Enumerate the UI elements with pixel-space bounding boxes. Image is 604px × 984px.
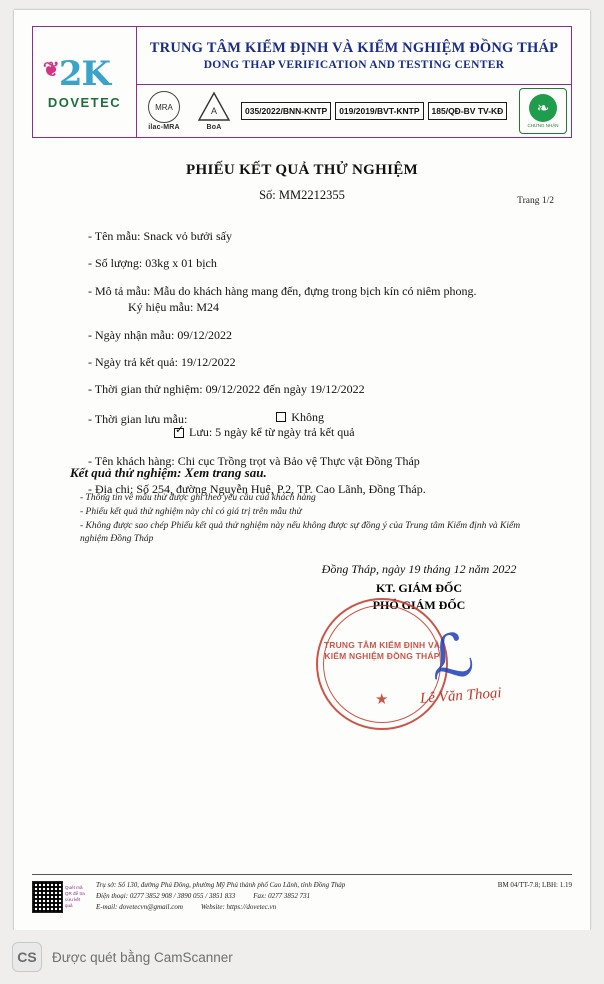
option-label: Không [291, 409, 324, 424]
document-number [14, 188, 590, 203]
cert-code-3: 185/QĐ-BV TV-KĐ [428, 102, 508, 120]
field-value: Mẫu do khách hàng mang đến, đựng trong bịch kín có niêm phong. [153, 283, 477, 298]
document-number-value: MM2212355 [278, 188, 345, 202]
boa-triangle [197, 91, 231, 123]
field-result-date [88, 356, 558, 370]
document-footer [32, 874, 572, 914]
retention-option-none[interactable] [276, 411, 324, 425]
note-item: - Thông tin về mẫu thử được ghi theo yêu cầu của khách hàng [80, 493, 316, 503]
organization-logo [33, 27, 137, 137]
field-label: - Địa chi: [88, 481, 134, 496]
field-label: - Thời gian lưu mẫu: [88, 411, 188, 426]
note-item: - Phiếu kết quả thử nghiệm này chỉ có giá trị trên mẫu thử [80, 506, 302, 517]
field-value: 03kg x 01 bịch [145, 256, 217, 271]
result-reference-line: Kết quả thử nghiệm: Xem trang sau. [70, 465, 267, 480]
document-number-label: Số: [259, 188, 276, 202]
signature-place-date: Đồng Tháp, ngày 19 tháng 12 năm 2022 [321, 562, 517, 576]
leaf-icon: ❦ [42, 56, 59, 81]
signer-name: Lê Văn Thoại [419, 685, 503, 707]
signature-role-line1: KT. GIÁM ĐỐC [375, 581, 463, 595]
field-quantity [88, 257, 558, 271]
handwritten-signature-icon: ℒ [426, 621, 478, 693]
footer-email: E-mail: dovetecvn@gmail.com [96, 903, 183, 912]
center-title-en: DONG THAP VERIFICATION AND TESTING CENTER [203, 59, 505, 71]
footer-phone: Điện thoại: 0277 3852 908 / 3890 055 / 3851 833 [96, 892, 236, 901]
stamp-text: TRUNG TÂM KIỂM ĐỊNH VÀ KIỂM NGHIỆM ĐỒNG THÁP [323, 640, 441, 662]
green-leaf-badge-icon [519, 88, 567, 134]
header-right [137, 27, 571, 137]
qr-note: Quét mã QR để tra cứu kết quả [64, 884, 85, 909]
field-received-date [88, 329, 558, 343]
field-label: - Mô tả mẫu: [88, 283, 151, 298]
field-retention [88, 411, 558, 442]
retention-option-keep[interactable] [174, 426, 355, 440]
stamp-star-icon: ★ [375, 692, 389, 708]
footer-web-row [96, 902, 490, 913]
field-label: - Ngày nhận mẫu: [88, 327, 175, 342]
checkbox-unchecked-icon[interactable] [276, 412, 286, 422]
footer-form-code: BM 04/TT-7.8; LBH: 1.19 [497, 881, 572, 889]
footer-fax: Fax: 0277 3852 731 [253, 892, 311, 901]
header-marks [137, 85, 571, 137]
ilac-mra-seal-icon [141, 90, 187, 132]
footer-phone-row [96, 891, 490, 902]
option-label: Lưu: 5 ngày kể từ ngày trả kết quả [189, 425, 355, 440]
field-value: 09/12/2022 [177, 327, 232, 342]
svg-text:A: A [210, 106, 218, 116]
field-value: 19/12/2022 [180, 354, 236, 369]
note-item: - Không được sao chép Phiếu kết quả thử nghiệm này nếu không được sự đồng ý của Trung tâm Kiểm định và Kiểm nghiệm Đồng Tháp [80, 520, 521, 545]
camscanner-label: Được quét bằng CamScanner [52, 949, 233, 965]
field-description [88, 285, 558, 316]
center-title-vi: TRUNG TÂM KIỂM ĐỊNH VÀ KIỂM NGHIỆM ĐỒNG THÁP [149, 40, 559, 56]
page-title: PHIẾU KẾT QUẢ THỬ NGHIỆM [186, 162, 418, 178]
ilac-label: ilac-MRA [148, 124, 180, 131]
eco-circle: ❧ [529, 94, 557, 122]
field-label: - Tên mẫu: [88, 229, 141, 243]
field-value: 09/12/2022 đến ngày 19/12/2022 [205, 382, 365, 397]
footer-address: Trụ sở: Số 130, đường Phú Đông, phường Mỹ Phú thành phố Cao Lãnh, tỉnh Đồng Tháp [96, 881, 346, 889]
field-label: - Số lượng: [88, 256, 143, 271]
signature-role-line2: PHÓ GIÁM ĐỐC [372, 598, 466, 612]
boa-accreditation-icon [191, 90, 237, 132]
field-value: Snack vỏ bưởi sấy [143, 229, 232, 243]
field-value: Chi cục Trồng trọt và Bảo vệ Thực vật Đồng Tháp [177, 454, 420, 469]
field-subvalue: M24 [196, 300, 219, 315]
field-value: Số 254, đường Nguyễn Huệ, P.2, TP. Cao Lãnh, Đồng Tháp. [136, 481, 426, 496]
logo-name: DOVETEC [47, 94, 122, 110]
camscanner-watermark-bar [0, 930, 604, 984]
scanned-document [14, 10, 590, 930]
field-label: - Tên khách hàng: [88, 454, 175, 469]
field-test-period [88, 383, 558, 397]
cert-code-1: 035/2022/BNN-KNTP [241, 102, 331, 120]
field-label: - Ngày trả kết quả: [88, 354, 178, 369]
footer-website: Website: https://dovetec.vn [200, 903, 277, 912]
field-sample-code [128, 301, 558, 315]
page-indicator: Trang 1/2 [517, 196, 554, 206]
camscanner-icon: CS [12, 942, 42, 972]
qr-code-icon [32, 880, 88, 914]
document-header [32, 26, 572, 138]
logo-mark [42, 53, 111, 94]
header-titles [137, 27, 571, 85]
ilac-circle: MRA [148, 91, 180, 123]
qr-image [32, 881, 63, 913]
signature-block [294, 562, 544, 708]
eco-caption: CHỨNG NHẬN [527, 123, 559, 128]
field-sublabel: Ký hiệu mẫu: [128, 300, 194, 315]
field-label: - Thời gian thử nghiệm: [88, 382, 203, 397]
cert-code-2: 019/2019/BVT-KNTP [335, 102, 423, 120]
field-sample-name [88, 230, 558, 244]
boa-label: BoA [206, 124, 222, 131]
logo-mark-text: 2K [58, 53, 111, 94]
document-notes [80, 492, 550, 547]
checkbox-checked-icon[interactable] [174, 428, 184, 438]
footer-contact [96, 880, 490, 914]
